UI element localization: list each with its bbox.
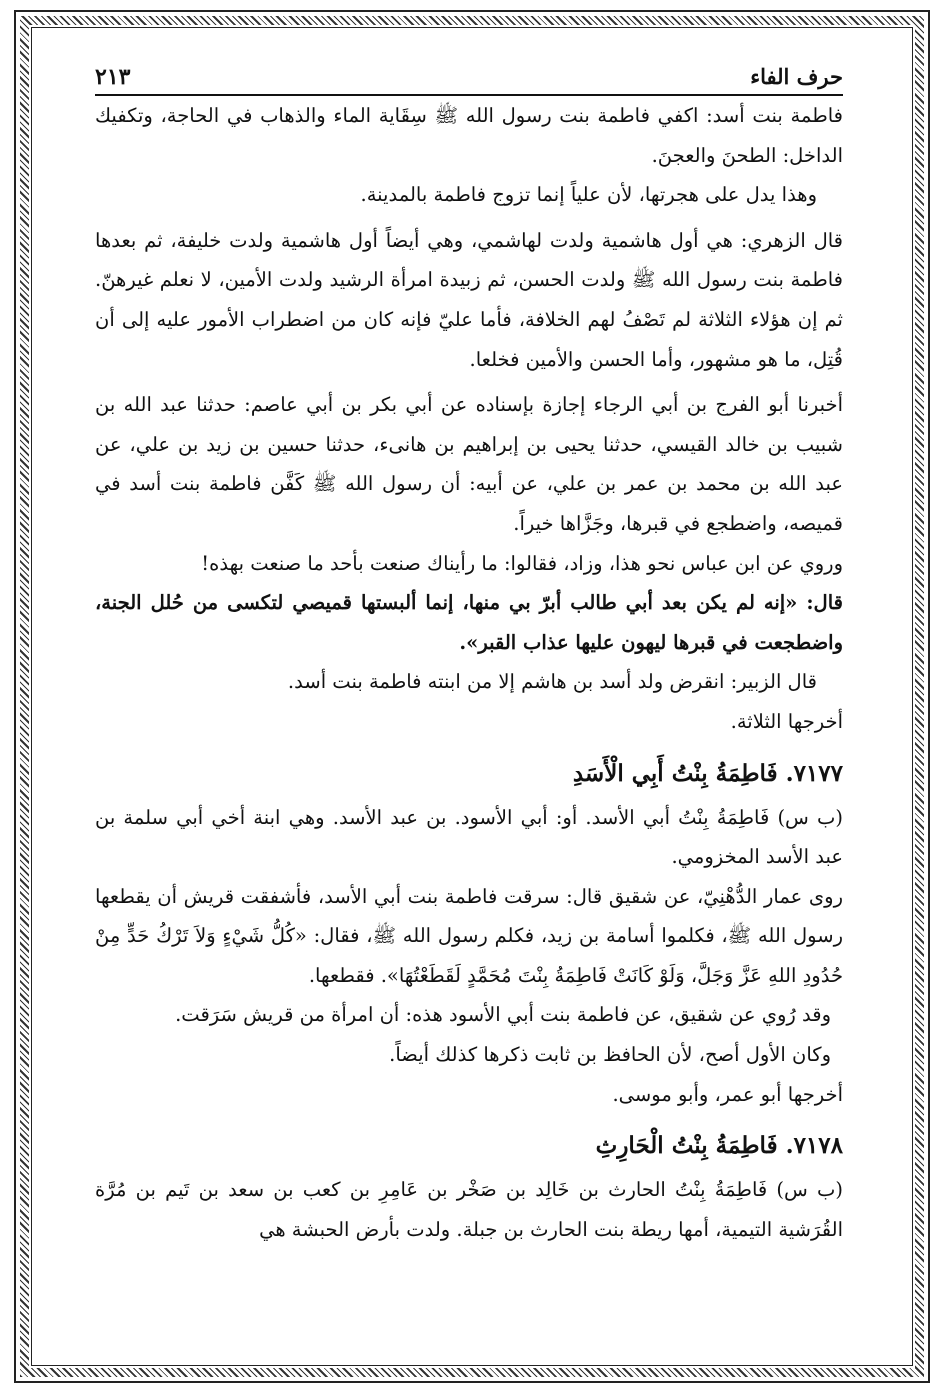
paragraph: وكان الأول أصح، لأن الحافظ بن ثابت ذكرها كذلك أيضاً. (389, 1043, 831, 1067)
paragraph: أخبرنا أبو الفرج بن أبي الرجاء إجازة بإسناده عن أبي بكر بن أبي عاصم: حدثنا عبد الله بن شبيب بن خالد القيسي، حدثنا يحيى بن إبراهيم بن هانىء، حدثنا حسين بن زيد بن علي، عن عبد الله بن محمد بن عمر بن علي، عن أبيه: أن رسول الله ﷺ كَفَّن فاطمة بنت أسد في قميصه، واضطجع في قبرها، وجَزَّاها خيراً. (95, 393, 843, 535)
entry-intro: (ب س) فَاطِمَةُ بِنْتُ الحارث بن خَالِد بن صَخْر بن عَامِرِ بن كعب بن سعد بن تَيم بن مُرَّة القُرَشية التيمية، أمها ريطة بنت الحارث بن جبلة. ولدت بأرض الحبشة هي (95, 1178, 843, 1241)
entry-intro: (ب س) فَاطِمَةُ بِنْتُ أبي الأسد. أو: أبي الأسود. بن عبد الأسد. وهي ابنة أخي أبي سلمة بن عبد الأسد المخزومي. (95, 805, 843, 869)
paragraph: روى عمار الدُّهْنِيّ، عن شقيق قال: سرقت فاطمة بنت أبي الأسد، فأشفقت قريش أن يقطعها رسول الله ﷺ، فكلموا أسامة بن زيد، فكلم رسول الله ﷺ، فقال: «كُلُّ شَيْءٍ وَلاَ تَرْكُ حَدٍّ مِنْ حُدُودِ اللهِ عَزَّ وَجَلَّ، وَلَوْ كَانَتْ فَاطِمَةُ بِنْتَ مُحَمَّدٍ لَقَطَعْتُهَا». فقطعها. (95, 884, 843, 987)
running-header (95, 60, 843, 96)
hadith-quote: قال: «إنه لم يكن بعد أبي طالب أبرّ بي منها، إنما ألبستها قميصي لتكسى من حُلل الجنة، واضطجعت في قبرها ليهون عليها عذاب القبر». (95, 591, 843, 654)
entry-title-7178: ٧١٧٨. فَاطِمَةُ بِنْتُ الْحَارِثِ (595, 1132, 843, 1160)
paragraph: قال الزهري: هي أول هاشمية ولدت لهاشمي، وهي أيضاً أول هاشمية ولدت خليفة، ثم بعدها فاطمة بنت رسول الله ﷺ ولدت الحسن، ثم زبيدة امرأة الرشيد ولدت الأمين، لا نعلم غيرهنّ. ثم إن هؤلاء الثلاثة لم تَصْفُ لهم الخلافة، فأما عليّ فإنه كان من اضطراب الأمور عليه إلى أن قُتِل، ما هو مشهور، وأما الحسن والأمين فخلعا. (95, 228, 843, 371)
page-number: ٢١٣ (95, 64, 131, 90)
paragraph: وقد رُوي عن شقيق، عن فاطمة بنت أبي الأسود هذه: أن امرأة من قريش سَرَقت. (175, 1003, 831, 1027)
paragraph: وروي عن ابن عباس نحو هذا، وزاد، فقالوا: ما رأيناك صنعت بأحد ما صنعت بهذه! (201, 551, 843, 575)
paragraph: أخرجها أبو عمر، وأبو موسى. (612, 1082, 843, 1106)
section-title: حرف الفاء (750, 64, 843, 89)
paragraph: فاطمة بنت أسد: اكفي فاطمة بنت رسول الله ﷺ سِقَاية الماء والذهاب في الحاجة، وتكفيك الداخل: الطحنَ والعجنَ. (95, 104, 843, 167)
paragraph: وهذا يدل على هجرتها، لأن علياً إنما تزوج فاطمة بالمدينة. (360, 183, 817, 207)
paragraph: أخرجها الثلاثة. (730, 709, 843, 733)
paragraph: قال الزبير: انقرض ولد أسد بن هاشم إلا من ابنته فاطمة بنت أسد. (287, 670, 817, 694)
page-body (95, 96, 843, 1249)
entry-title-7177: ٧١٧٧. فَاطِمَةُ بِنْتُ أَبِي الْأَسَدِ (572, 759, 843, 787)
book-page (95, 60, 843, 1249)
